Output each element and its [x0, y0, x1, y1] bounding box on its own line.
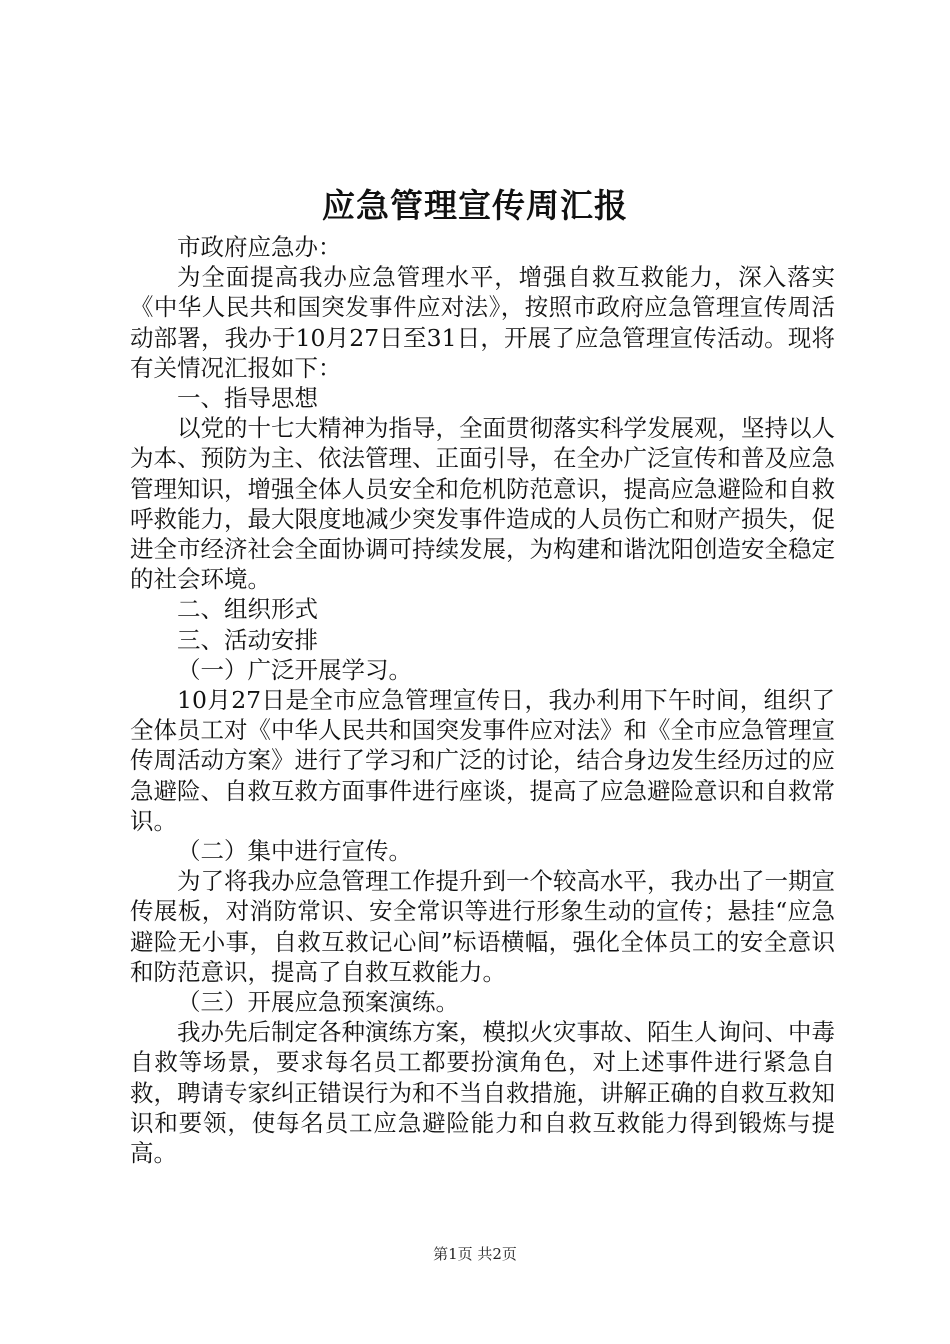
- subheading-study: （一）广泛开展学习。: [177, 655, 412, 684]
- document-body: [130, 232, 835, 1168]
- paragraph-study: 10月27日是全市应急管理宣传日，我办利用下午时间，组织了全体员工对《中华人民共和国突发事件应对法》和《全市应急管理宣传周活动方案》进行了学习和广泛的讨论，结合身边发生经历过的应急避险、自救互救方面事件进行座谈，提高了应急避险意识和自救常识。: [130, 686, 835, 835]
- subheading-publicity: （二）集中进行宣传。: [177, 837, 412, 866]
- paragraph-intro: 为全面提高我办应急管理水平，增强自救互救能力，深入落实《中华人民共和国突发事件应对法》，按照市政府应急管理宣传周活动部署，我办于10月27日至31日，开展了应急管理宣传活动。现将有关情况汇报如下：: [130, 263, 835, 382]
- heading-guiding-ideology: 一、指导思想: [177, 384, 318, 413]
- paragraph-drill: 我办先后制定各种演练方案，模拟火灾事故、陌生人询问、中毒自救等场景，要求每名员工都要扮演角色，对上述事件进行紧急自救，聘请专家纠正错误行为和不当自救措施，讲解正确的自救互救知识和要领，使每名员工应急避险能力和自救互救能力得到锻炼与提高。: [130, 1018, 835, 1168]
- heading-activity-arrangement: 三、活动安排: [177, 625, 318, 654]
- paragraph-salutation: 市政府应急办：: [177, 233, 342, 261]
- paragraph-guiding-ideology: 以党的十七大精神为指导，全面贯彻落实科学发展观，坚持以人为本、预防为主、依法管理、正面引导，在全办广泛宣传和普及应急管理知识，增强全体人员安全和危机防范意识，提高应急避险和自救呼救能力，最大限度地减少突发事件造成的人员伤亡和财产损失，促进全市经济社会全面协调可持续发展，为构建和谐沈阳创造安全稳定的社会环境。: [130, 414, 835, 594]
- subheading-drill: （三）开展应急预案演练。: [177, 988, 459, 1017]
- heading-organization-form: 二、组织形式: [177, 595, 318, 624]
- page-number: 第1页 共2页: [433, 1245, 517, 1263]
- document-title: 应急管理宣传周汇报: [322, 186, 628, 225]
- paragraph-publicity: 为了将我办应急管理工作提升到一个较高水平，我办出了一期宣传展板，对消防常识、安全常识等进行形象生动的宣传；悬挂“应急避险无小事，自救互救记心间”标语横幅，强化全体员工的安全意识和防范意识，提高了自救互救能力。: [130, 867, 835, 986]
